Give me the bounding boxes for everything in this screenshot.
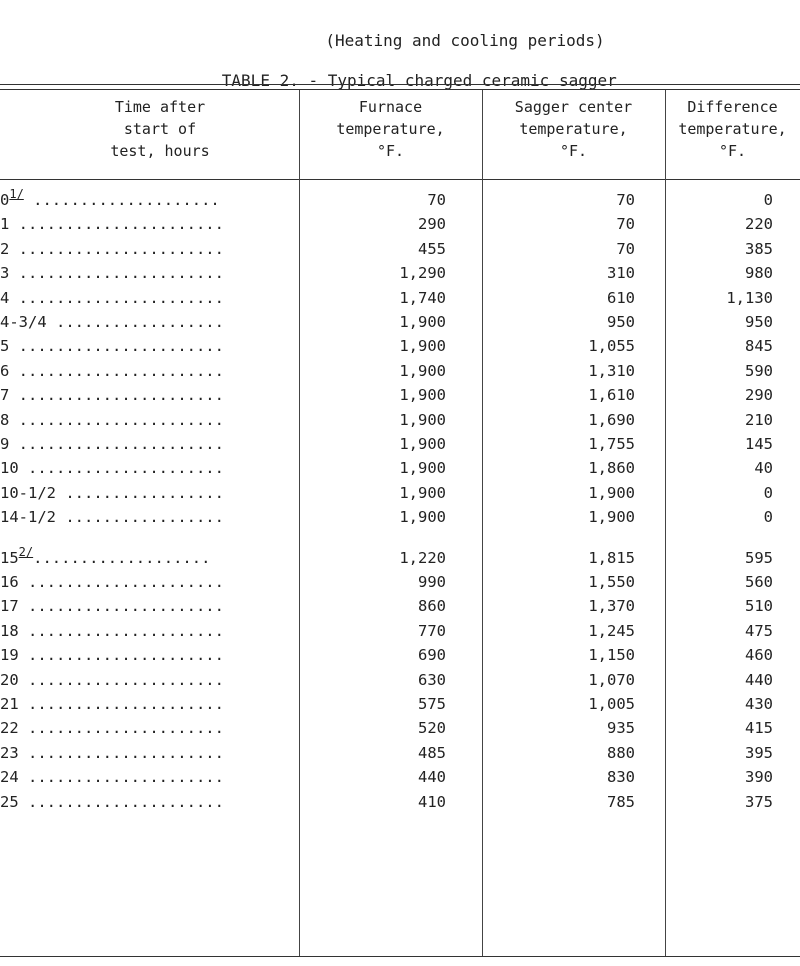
table-row	[0, 716, 800, 740]
leader-dots: ...................	[33, 548, 211, 567]
leader-dots: ......................	[9, 386, 224, 405]
table-row	[0, 334, 800, 358]
time-cell	[0, 546, 282, 571]
header-rule	[0, 179, 800, 180]
header-time-line-3: test, hours	[110, 142, 210, 160]
table-row	[0, 188, 800, 212]
table-row	[0, 790, 800, 814]
leader-dots: .....................	[18, 768, 224, 787]
leader-dots: .....................	[18, 792, 224, 811]
time-cell	[0, 237, 282, 261]
furnace-temperature-cell: 485	[418, 743, 446, 762]
sagger-center-temperature-cell: 935	[607, 719, 635, 738]
furnace-temperature-cell: 1,900	[399, 508, 446, 527]
time-value: 0	[0, 191, 10, 209]
sagger-center-temperature-cell: 1,860	[588, 459, 635, 478]
time-cell	[0, 643, 282, 667]
time-value: 6	[0, 361, 10, 380]
top-rule-inner	[0, 89, 800, 90]
table-subtitle	[0, 30, 800, 52]
difference-temperature-cell: 0	[763, 508, 773, 527]
furnace-temperature-cell: 1,900	[399, 361, 446, 380]
furnace-temperature-cell: 860	[418, 597, 446, 616]
table-row	[0, 481, 800, 505]
leader-dots: .....................	[18, 695, 224, 713]
leader-dots: ..................	[46, 313, 224, 331]
leader-dots: .................	[56, 483, 224, 502]
sagger-center-temperature-cell: 1,310	[588, 361, 635, 380]
time-cell	[0, 741, 282, 765]
top-rule	[0, 84, 800, 85]
sagger-center-temperature-cell: 1,070	[588, 670, 635, 689]
furnace-temperature-cell: 630	[418, 670, 446, 689]
header-center-line-2: temperature,	[519, 120, 628, 138]
leader-dots: .....................	[18, 719, 224, 738]
furnace-temperature-cell: 290	[418, 215, 446, 234]
sagger-center-temperature-cell: 1,900	[588, 483, 635, 502]
difference-temperature-cell: 385	[745, 239, 773, 258]
difference-temperature-cell: 845	[745, 337, 773, 356]
time-value: 4-3/4	[0, 313, 47, 331]
sagger-center-temperature-cell: 1,245	[588, 621, 635, 640]
time-cell	[0, 594, 282, 618]
sagger-center-temperature-cell: 70	[616, 215, 635, 234]
difference-temperature-cell: 210	[745, 410, 773, 429]
furnace-temperature-cell: 1,900	[399, 435, 446, 453]
header-diff-line-3: °F.	[718, 142, 747, 160]
furnace-temperature-cell: 990	[418, 573, 446, 591]
difference-temperature-cell: 0	[763, 191, 773, 209]
table-row	[0, 643, 800, 667]
furnace-temperature-cell: 690	[418, 646, 446, 665]
table-row	[0, 286, 800, 310]
leader-dots: ......................	[9, 361, 224, 380]
furnace-temperature-cell: 70	[427, 191, 446, 209]
header-time-line-2: start of	[123, 120, 197, 138]
sagger-center-temperature-cell: 1,755	[588, 435, 635, 453]
leader-dots: .....................	[18, 597, 224, 616]
table-row	[0, 383, 800, 407]
header-furnace-line-1: Furnace	[358, 98, 423, 116]
table-title-subject: Typical charged ceramic sagger	[327, 71, 617, 90]
time-value: 7	[0, 386, 10, 405]
leader-dots: .....................	[18, 459, 224, 478]
leader-dots: .................	[56, 508, 224, 527]
header-time-line-1: Time after	[114, 98, 206, 116]
leader-dots: ......................	[9, 337, 224, 356]
time-cell	[0, 790, 282, 814]
table-title-prefix: TABLE 2. -	[221, 71, 328, 90]
time-cell	[0, 481, 282, 505]
time-cell	[0, 668, 282, 692]
table-row	[0, 237, 800, 261]
table-subtitle-text: (Heating and cooling periods)	[325, 31, 605, 50]
difference-temperature-cell: 430	[745, 695, 773, 713]
leader-dots: .....................	[18, 573, 224, 591]
table-row	[0, 505, 800, 529]
sagger-center-temperature-cell: 1,610	[588, 386, 635, 405]
furnace-temperature-cell: 1,900	[399, 386, 446, 405]
leader-dots: .....................	[18, 646, 224, 665]
furnace-temperature-cell: 455	[418, 239, 446, 258]
time-cell	[0, 505, 282, 529]
time-cell	[0, 286, 282, 310]
difference-temperature-cell: 510	[745, 597, 773, 616]
sagger-center-temperature-cell: 1,005	[588, 695, 635, 713]
difference-temperature-cell: 390	[745, 768, 773, 787]
furnace-temperature-cell: 1,900	[399, 410, 446, 429]
time-value: 1	[0, 215, 10, 234]
sagger-center-temperature-cell: 1,055	[588, 337, 635, 356]
table-row	[0, 741, 800, 765]
header-furnace-line-2: temperature,	[336, 120, 445, 138]
time-cell	[0, 334, 282, 358]
difference-temperature-cell: 395	[745, 743, 773, 762]
sagger-center-temperature-cell: 1,150	[588, 646, 635, 665]
sagger-center-temperature-cell: 1,815	[588, 548, 635, 567]
leader-dots: ......................	[9, 239, 224, 258]
time-value: 16	[0, 573, 19, 591]
time-cell	[0, 716, 282, 740]
table-row	[0, 594, 800, 618]
sagger-center-temperature-cell: 610	[607, 288, 635, 307]
footnote-marker: 2/	[18, 545, 34, 559]
difference-temperature-cell: 460	[745, 646, 773, 665]
table-row	[0, 619, 800, 643]
time-value: 15	[0, 548, 19, 567]
furnace-temperature-cell: 410	[418, 792, 446, 811]
time-value: 25	[0, 792, 19, 811]
difference-temperature-cell: 145	[745, 435, 773, 453]
furnace-temperature-cell: 1,900	[399, 459, 446, 478]
time-value: 14-1/2	[0, 508, 56, 527]
table-row	[0, 570, 800, 594]
footnote-marker: 1/	[9, 188, 24, 201]
difference-temperature-cell: 220	[745, 215, 773, 234]
header-furnace-line-3: °F.	[376, 142, 405, 160]
leader-dots: .....................	[18, 743, 224, 762]
header-diff-line-2: temperature,	[678, 120, 787, 138]
time-cell	[0, 359, 282, 383]
sagger-center-temperature-cell: 785	[607, 792, 635, 811]
leader-dots: ....................	[23, 191, 220, 209]
table-row	[0, 668, 800, 692]
table-row	[0, 692, 800, 716]
leader-dots: ......................	[9, 410, 224, 429]
header-time	[60, 96, 260, 162]
difference-temperature-cell: 475	[745, 621, 773, 640]
time-value: 3	[0, 264, 10, 283]
header-furnace	[299, 96, 482, 162]
time-value: 9	[0, 435, 10, 453]
leader-dots: ......................	[9, 435, 224, 453]
difference-temperature-cell: 590	[745, 361, 773, 380]
time-value: 2	[0, 239, 10, 258]
furnace-temperature-cell: 440	[418, 768, 446, 787]
sagger-center-temperature-cell: 1,550	[588, 573, 635, 591]
time-cell	[0, 212, 282, 236]
difference-temperature-cell: 290	[745, 386, 773, 405]
time-value: 17	[0, 597, 19, 616]
time-cell	[0, 188, 282, 213]
time-cell	[0, 619, 282, 643]
sagger-center-temperature-cell: 950	[607, 313, 635, 331]
time-value: 20	[0, 670, 19, 689]
time-cell	[0, 570, 282, 594]
time-value: 19	[0, 646, 19, 665]
header-sagger-center	[482, 96, 665, 162]
time-value: 18	[0, 621, 19, 640]
time-value: 10-1/2	[0, 483, 56, 502]
difference-temperature-cell: 0	[763, 483, 773, 502]
difference-temperature-cell: 1,130	[726, 288, 773, 307]
furnace-temperature-cell: 770	[418, 621, 446, 640]
furnace-temperature-cell: 1,740	[399, 288, 446, 307]
header-difference	[665, 96, 800, 162]
time-value: 4	[0, 288, 10, 307]
time-cell	[0, 383, 282, 407]
table-row	[0, 359, 800, 383]
difference-temperature-cell: 950	[745, 313, 773, 331]
furnace-temperature-cell: 1,900	[399, 337, 446, 356]
bottom-rule	[0, 956, 800, 957]
time-value: 23	[0, 743, 19, 762]
time-value: 24	[0, 768, 19, 787]
time-cell	[0, 432, 282, 456]
difference-temperature-cell: 375	[745, 792, 773, 811]
table-row	[0, 310, 800, 334]
furnace-temperature-cell: 1,900	[399, 313, 446, 331]
time-cell	[0, 765, 282, 789]
time-value: 5	[0, 337, 10, 356]
time-value: 21	[0, 695, 19, 713]
table-row	[0, 765, 800, 789]
header-diff-line-1: Difference	[687, 98, 778, 116]
table-row	[0, 408, 800, 432]
table-row	[0, 212, 800, 236]
sagger-center-temperature-cell: 830	[607, 768, 635, 787]
time-cell	[0, 408, 282, 432]
leader-dots: .....................	[18, 621, 224, 640]
difference-temperature-cell: 415	[745, 719, 773, 738]
leader-dots: ......................	[9, 264, 224, 283]
furnace-temperature-cell: 575	[418, 695, 446, 713]
header-center-line-3: °F.	[559, 142, 588, 160]
time-cell	[0, 310, 282, 334]
table-row	[0, 261, 800, 285]
difference-temperature-cell: 980	[745, 264, 773, 283]
sagger-center-temperature-cell: 1,370	[588, 597, 635, 616]
sagger-center-temperature-cell: 1,900	[588, 508, 635, 527]
sagger-center-temperature-cell: 70	[616, 239, 635, 258]
time-value: 10	[0, 459, 19, 478]
furnace-temperature-cell: 520	[418, 719, 446, 738]
furnace-temperature-cell: 1,290	[399, 264, 446, 283]
table-row	[0, 546, 800, 570]
sagger-center-temperature-cell: 1,690	[588, 410, 635, 429]
sagger-center-temperature-cell: 310	[607, 264, 635, 283]
leader-dots: ......................	[9, 215, 224, 234]
difference-temperature-cell: 595	[745, 548, 773, 567]
table-row	[0, 456, 800, 480]
difference-temperature-cell: 440	[745, 670, 773, 689]
difference-temperature-cell: 40	[754, 459, 773, 478]
sagger-center-temperature-cell: 70	[616, 191, 635, 209]
time-cell	[0, 261, 282, 285]
furnace-temperature-cell: 1,900	[399, 483, 446, 502]
time-value: 8	[0, 410, 10, 429]
time-cell	[0, 456, 282, 480]
time-cell	[0, 692, 282, 716]
leader-dots: ......................	[9, 288, 224, 307]
time-value: 22	[0, 719, 19, 738]
table-row	[0, 432, 800, 456]
difference-temperature-cell: 560	[745, 573, 773, 591]
leader-dots: .....................	[18, 670, 224, 689]
header-center-line-1: Sagger center	[514, 98, 633, 116]
furnace-temperature-cell: 1,220	[399, 548, 446, 567]
sagger-center-temperature-cell: 880	[607, 743, 635, 762]
